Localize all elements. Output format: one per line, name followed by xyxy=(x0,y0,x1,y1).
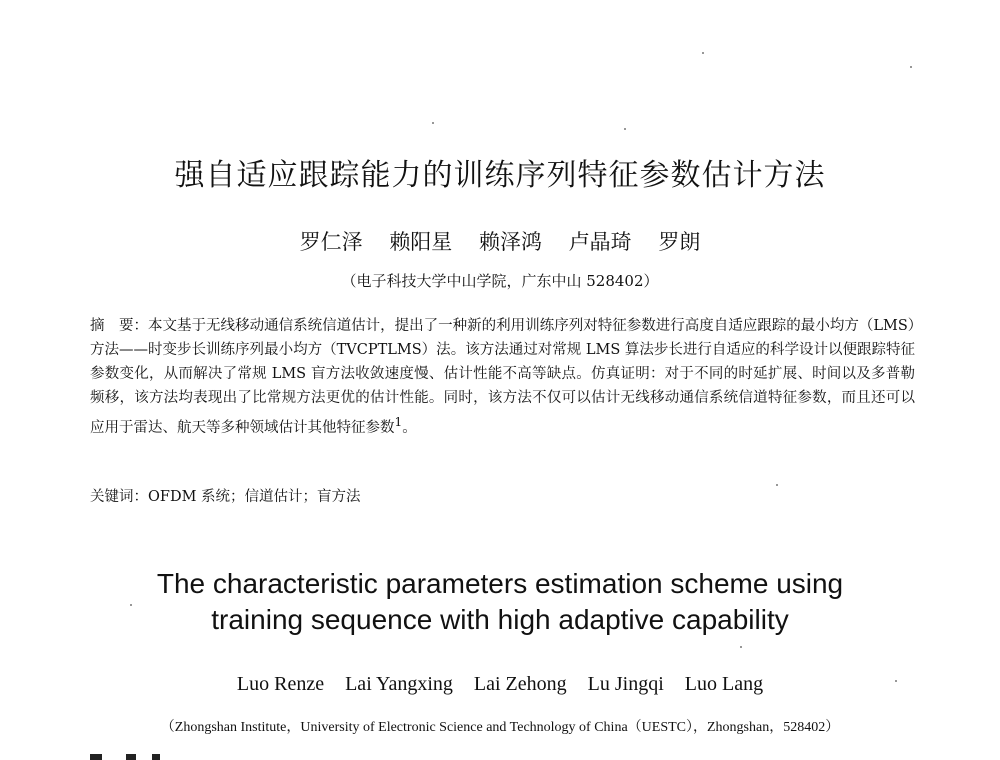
scan-speck xyxy=(624,128,626,130)
english-author: Lu Jingqi xyxy=(587,673,664,695)
chinese-author: 卢晶琦 xyxy=(568,230,632,254)
chinese-author: 罗朗 xyxy=(658,230,701,254)
abstract-label: 摘 要： xyxy=(90,318,149,334)
scan-speck xyxy=(702,52,704,54)
english-title-line: The characteristic parameters estimation scheme using xyxy=(156,568,844,599)
english-author: Luo Renze xyxy=(236,673,325,695)
chinese-author: 赖泽鸿 xyxy=(479,230,542,254)
footnote-mark: 1 xyxy=(394,415,403,429)
scan-speck xyxy=(740,646,742,648)
scan-speck xyxy=(776,484,778,486)
english-title-line: training sequence with high adaptive capability xyxy=(211,604,789,635)
keywords-text: OFDM 系统；信道估计；盲方法 xyxy=(148,489,361,505)
chinese-abstract xyxy=(90,314,915,440)
scan-speck xyxy=(910,66,912,68)
keywords-label: 关键词： xyxy=(90,489,148,505)
english-affiliation: （Zhongshan Institute，University of Electronic Science and Technology of China（UESTC），Zhongshan，528402） xyxy=(160,720,840,735)
scan-speck xyxy=(895,680,897,682)
abstract-end: 。 xyxy=(402,419,417,436)
scan-speck xyxy=(130,604,132,606)
chinese-affiliation: （电子科技大学中山学院，广东中山 528402） xyxy=(341,272,659,290)
english-author: Luo Lang xyxy=(684,673,764,695)
english-author: Lai Zehong xyxy=(473,673,567,695)
abstract-text: 本文基于无线移动通信系统信道估计，提出了一种新的利用训练序列对特征参数进行高度自适应跟踪的最小均方（LMS）方法——时变步长训练序列最小均方（TVCPTLMS）法。该方法通过对常规 LMS 算法步长进行自适应的科学设计以便跟踪特征参数变化，从而解决了常规 LMS 盲方法收敛速度慢、估计性能不高等缺点。仿真证明：对于不同的时延扩展、时间以及多普勒频移，该方法均表现出了比常规方法更优的估计性能。同时，该方法不仅可以估计无线移动通信系统信道特征参数，而且还可以应用于雷达、航天等多种领域估计其他特征参数 xyxy=(90,318,916,436)
english-author: Lai Yangxing xyxy=(345,673,453,695)
chinese-author: 赖阳星 xyxy=(389,230,453,254)
scan-speck xyxy=(432,122,434,124)
english-author-list xyxy=(0,673,1000,696)
english-title xyxy=(0,566,1000,638)
chinese-author: 罗仁泽 xyxy=(299,230,363,254)
chinese-title: 强自适应跟踪能力的训练序列特征参数估计方法 xyxy=(174,158,826,193)
chinese-author-list xyxy=(0,226,1000,256)
chinese-keywords xyxy=(90,486,915,508)
cut-off-text-fragment xyxy=(90,752,200,760)
